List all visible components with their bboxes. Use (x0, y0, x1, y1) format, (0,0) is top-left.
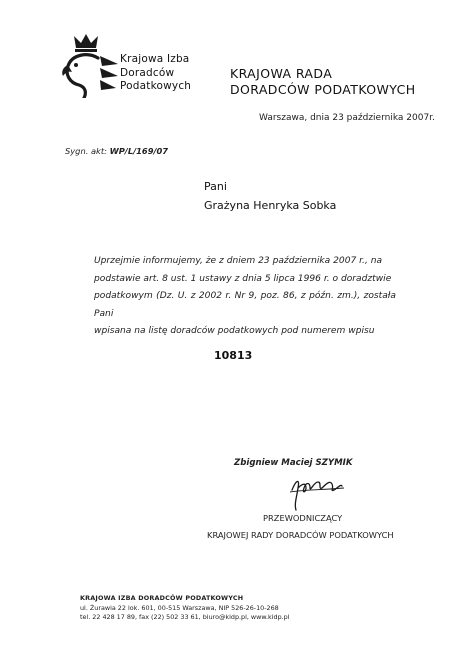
footer-contact: tel. 22 428 17 89, fax (22) 502 33 61, biuro@kidp.pl, www.kidp.pl (80, 613, 290, 622)
signatory-title: PRZEWODNICZĄCY (263, 513, 343, 523)
signatory-title: KRAJOWEJ RADY DORADCÓW PODATKOWYCH (207, 530, 394, 540)
body-line: wpisana na listę doradców podatkowych pod numerem wpisu (94, 326, 375, 337)
logo-wordmark (120, 53, 191, 94)
body-line: podatkowym (Dz. U. z 2002 r. Nr 9, poz. 86, z późn. zm.), została Pani (94, 291, 396, 319)
body-line: Uprzejmie informujemy, że z dniem 23 października 2007 r., na (94, 256, 383, 266)
letter-body (94, 253, 396, 341)
signatory-name: Zbigniew Maciej SZYMIK (234, 458, 353, 468)
footer-org: KRAJOWA IZBA DORADCÓW PODATKOWYCH (80, 594, 244, 602)
body-line: podstawie art. 8 ust. 1 ustawy z dnia 5 lipca 1996 r. o doradztwie (94, 273, 392, 284)
council-heading-line: DORADCÓW PODATKOWYCH (230, 82, 416, 97)
date-line: Warszawa, dnia 23 października 2007r. (259, 113, 435, 123)
reference-label: Sygn. akt: (65, 146, 107, 156)
footer-address: ul. Żurawia 22 lok. 601, 00-515 Warszawa, NIP 526-26-10-268 (80, 603, 279, 612)
council-heading (230, 66, 416, 98)
footer (80, 594, 290, 623)
reference-number (65, 146, 168, 156)
recipient-salutation: Pani (204, 180, 227, 193)
council-heading-line: KRAJOWA RADA (230, 66, 333, 81)
recipient-name: Grażyna Henryka Sobka (204, 199, 337, 212)
handwritten-signature (288, 470, 348, 514)
reference-value: WP/L/169/07 (109, 146, 169, 156)
logo-line: Podatkowych (120, 80, 192, 92)
eagle-logo-icon (60, 34, 120, 98)
logo-line: Krajowa Izba (120, 53, 190, 65)
logo-line: Doradców (120, 66, 175, 79)
registration-number: 10813 (214, 349, 253, 362)
